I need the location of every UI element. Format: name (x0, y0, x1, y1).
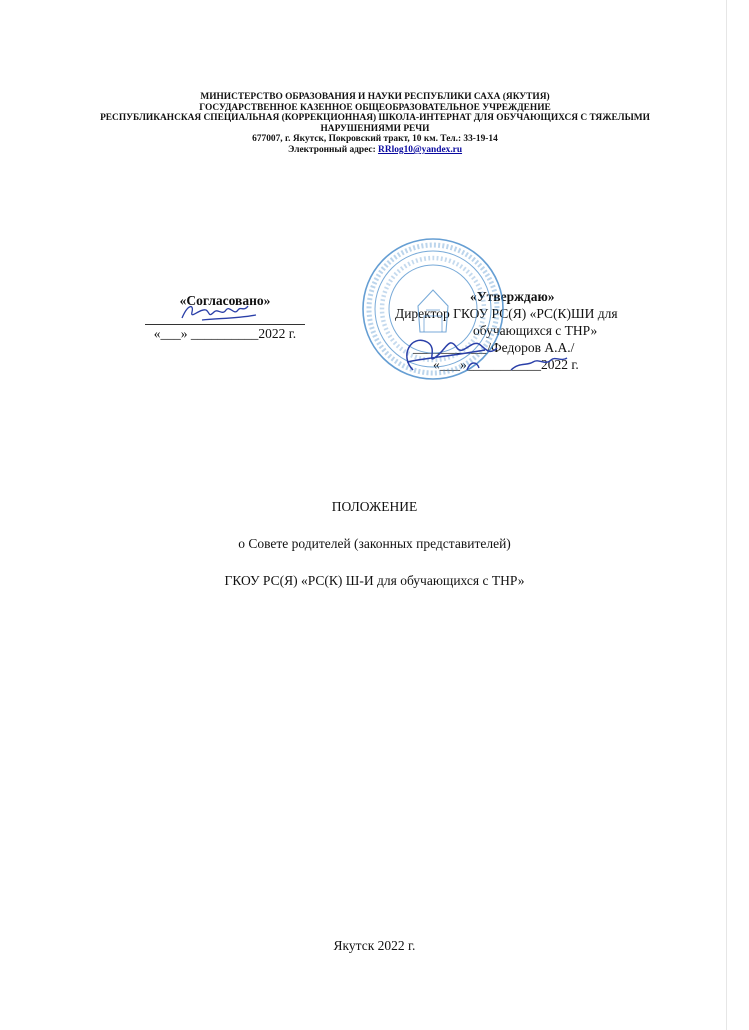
director-signature-handwriting (385, 326, 585, 378)
email-label: Электронный адрес: (287, 144, 379, 155)
director-position-line2: обучающихся с ТНР» (473, 323, 598, 338)
letterhead (70, 92, 680, 156)
agreed-title: «Согласовано» (179, 293, 271, 308)
email-row (70, 145, 680, 156)
approved-date-line: «___»___________2022 г. (433, 357, 579, 372)
school-name-line1: РЕСПУБЛИКАНСКАЯ СПЕЦИАЛЬНАЯ (КОРРЕКЦИОННАЯ) ШКОЛА-ИНТЕРНАТ ДЛЯ ОБУЧАЮЩИХСЯ С ТЯЖЕЛЫМИ (100, 113, 650, 124)
agreed-date-line: «___» __________2022 г. (153, 326, 297, 341)
director-name-line: ___________/Федоров А.А./ (413, 340, 575, 355)
school-address: 677007, г. Якутск, Покровский тракт, 10 км. Тел.: 33-19-14 (252, 134, 498, 145)
email-link[interactable]: RRlog10@yandex.ru (378, 144, 463, 155)
director-position-line1: Директор ГКОУ РС(Я) «РС(К)ШИ для (395, 306, 618, 321)
document-subtitle: о Совете родителей (законных представителей) (238, 536, 511, 551)
document-title-block (0, 498, 749, 609)
document-title: ПОЛОЖЕНИЕ (331, 499, 418, 514)
footer-place-year: Якутск 2022 г. (333, 938, 416, 953)
ministry-name: МИНИСТЕРСТВО ОБРАЗОВАНИЯ И НАУКИ РЕСПУБЛИКИ САХА (ЯКУТИЯ) (200, 92, 550, 102)
agreed-signature-handwriting (178, 298, 260, 326)
school-name-line2: НАРУШЕНИЯМИ РЕЧИ (320, 123, 430, 134)
approved-title: «Утверждаю» (470, 289, 555, 304)
institution-type: ГОСУДАРСТВЕННОЕ КАЗЕННОЕ ОБЩЕОБРАЗОВАТЕЛЬНОЕ УЧРЕЖДЕНИЕ (199, 102, 551, 113)
document-organization: ГКОУ РС(Я) «РС(К) Ш-И для обучающихся с ТНР» (224, 573, 525, 588)
